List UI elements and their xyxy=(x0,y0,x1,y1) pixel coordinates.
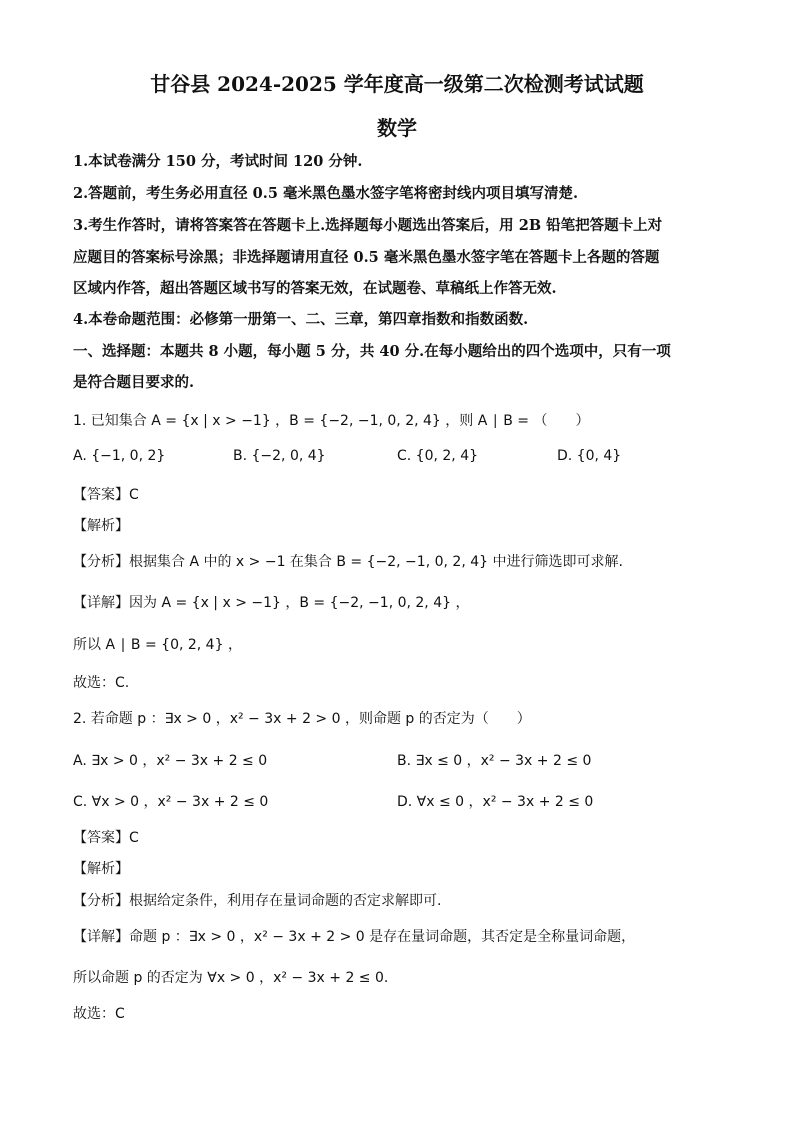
q2-fenxi-row xyxy=(73,890,441,910)
q1-option-b: B. {−2, 0, 4} xyxy=(233,448,326,464)
page-title: 甘谷县 2024-2025 学年度高一级第二次检测考试试题 xyxy=(150,72,644,96)
q2-analysis-label: 【解析】 xyxy=(73,861,129,877)
q2-answer-row xyxy=(73,827,139,847)
q2-stem: 2. 若命题 p ：∃x > 0 ，x² − 3x + 2 > 0 ，则命题 p 的否定为（ ） xyxy=(73,711,531,727)
q1-analysis-label: 【解析】 xyxy=(73,518,129,534)
q1-option-a: A. {−1, 0, 2} xyxy=(73,448,166,464)
q2-detail-label: 【详解】 xyxy=(73,929,129,945)
q2-option-b: B. ∃x ≤ 0 ，x² − 3x + 2 ≤ 0 xyxy=(397,753,592,769)
q2-detail-row xyxy=(73,926,635,946)
note-1: 1.本试卷满分 150 分，考试时间 120 分钟. xyxy=(73,153,363,170)
q1-option-d: D. {0, 4} xyxy=(557,448,622,464)
section-heading-2: 是符合题目要求的. xyxy=(73,374,195,391)
q1-answer-label: 【答案】 xyxy=(73,487,129,503)
q1-stem: 1. 已知集合 A = {x | x > −1} ，B = {−2, −1, 0, 2, 4} ，则 A ∣ B = （ ） xyxy=(73,413,590,429)
q1-option-c: C. {0, 2, 4} xyxy=(397,448,479,464)
subject-title: 数学 xyxy=(377,116,417,140)
note-4: 4.本卷命题范围：必修第一册第一、二、三章，第四章指数和指数函数. xyxy=(73,311,529,328)
q2-detail: 命题 p ：∃x > 0 ，x² − 3x + 2 > 0 是存在量词命题，其否定是全称量词命题， xyxy=(129,929,636,945)
q2-fenxi-label: 【分析】 xyxy=(73,893,129,909)
q1-fenxi: 根据集合 A 中的 x > −1 在集合 B = {−2, −1, 0, 2, 4} 中进行筛选即可求解. xyxy=(129,554,623,570)
q1-choose: 故选：C. xyxy=(73,675,130,691)
q2-fenxi: 根据给定条件，利用存在量词命题的否定求解即可. xyxy=(129,893,442,909)
q1-detail-label: 【详解】 xyxy=(73,595,129,611)
q2-choose: 故选：C xyxy=(73,1006,125,1022)
note-3a: 3.考生作答时，请将答案答在答题卡上.选择题每小题选出答案后，用 2B 铅笔把答题卡上对 xyxy=(73,217,663,234)
q1-answer: C xyxy=(129,487,139,503)
q1-answer-row xyxy=(73,484,139,504)
q2-option-a: A. ∃x > 0 ，x² − 3x + 2 ≤ 0 xyxy=(73,753,268,769)
q2-option-d: D. ∀x ≤ 0 ，x² − 3x + 2 ≤ 0 xyxy=(397,794,594,810)
q1-fenxi-label: 【分析】 xyxy=(73,554,129,570)
q2-answer-label: 【答案】 xyxy=(73,830,129,846)
q1-fenxi-row xyxy=(73,551,623,571)
q2-answer: C xyxy=(129,830,139,846)
q2-so: 所以命题 p 的否定为 ∀x > 0 ，x² − 3x + 2 ≤ 0. xyxy=(73,970,389,986)
q2-option-c: C. ∀x > 0 ，x² − 3x + 2 ≤ 0 xyxy=(73,794,269,810)
note-3b: 应题目的答案标号涂黑；非选择题请用直径 0.5 毫米黑色墨水签字笔在答题卡上各题的答题 xyxy=(73,249,660,266)
note-3c: 区域内作答，超出答题区域书写的答案无效，在试题卷、草稿纸上作答无效. xyxy=(73,280,557,297)
q1-detail: 因为 A = {x | x > −1} ，B = {−2, −1, 0, 2, 4} ， xyxy=(129,595,470,611)
q1-so: 所以 A ∣ B = {0, 2, 4} ， xyxy=(73,637,242,653)
section-heading-1: 一、选择题：本题共 8 小题，每小题 5 分，共 40 分.在每小题给出的四个选项中，只有一项 xyxy=(73,343,671,360)
note-2: 2.答题前，考生务必用直径 0.5 毫米黑色墨水签字笔将密封线内项目填写清楚. xyxy=(73,185,579,202)
q1-detail-row xyxy=(73,592,469,612)
